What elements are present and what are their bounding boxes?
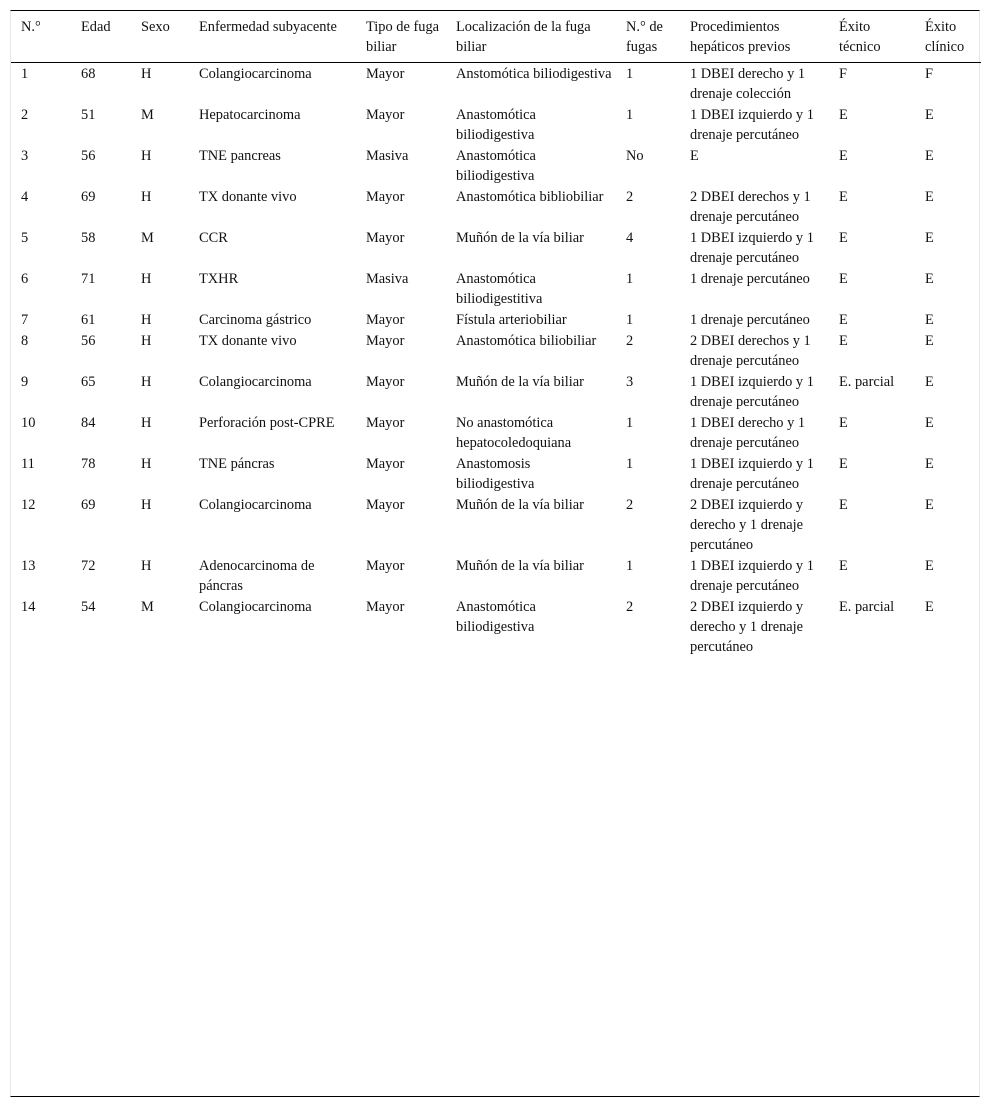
cell-numero: 14 bbox=[21, 599, 36, 615]
cell-enfermedad: Colangiocarcinoma bbox=[199, 374, 312, 390]
cell-enfermedad: CCR bbox=[199, 230, 228, 246]
cell-procedimientos: 1 DBEI izquierdo y 1 drenaje percutáneo bbox=[690, 456, 814, 492]
header-row bbox=[11, 11, 981, 63]
cell-exito-tecnico: E. parcial bbox=[839, 599, 895, 615]
cell-enfermedad: Adenocarcinoma de páncras bbox=[199, 558, 315, 594]
cell-enfermedad: Hepatocarcinoma bbox=[199, 107, 301, 123]
cell-sexo: H bbox=[141, 415, 152, 431]
table-row bbox=[11, 555, 981, 596]
cell-sexo: H bbox=[141, 333, 152, 349]
cell-exito-clinico: E bbox=[925, 271, 934, 287]
cell-localizacion: No anastomótica hepatocoledoquiana bbox=[456, 415, 572, 451]
cell-num-fugas: 2 bbox=[626, 333, 634, 349]
cell-exito-tecnico: E bbox=[839, 230, 848, 246]
cell-tipo-fuga: Mayor bbox=[366, 312, 405, 328]
cell-procedimientos: 2 DBEI derechos y 1 drenaje percutáneo bbox=[690, 333, 811, 369]
table-row bbox=[11, 309, 981, 330]
cell-procedimientos: 1 DBEI izquierdo y 1 drenaje percutáneo bbox=[690, 374, 814, 410]
cell-sexo: H bbox=[141, 271, 152, 287]
cell-localizacion: Muñón de la vía biliar bbox=[456, 558, 584, 574]
cell-exito-clinico: E bbox=[925, 558, 934, 574]
cell-exito-tecnico: E bbox=[839, 271, 848, 287]
table-row bbox=[11, 412, 981, 453]
cell-num-fugas: 2 bbox=[626, 497, 634, 513]
table-row bbox=[11, 63, 981, 105]
cell-sexo: H bbox=[141, 456, 152, 472]
cell-exito-tecnico: E bbox=[839, 189, 848, 205]
cell-tipo-fuga: Mayor bbox=[366, 189, 405, 205]
cell-enfermedad: Colangiocarcinoma bbox=[199, 497, 312, 513]
table-row bbox=[11, 596, 981, 657]
table-header bbox=[11, 11, 981, 63]
cell-numero: 2 bbox=[21, 107, 29, 123]
cell-procedimientos: 1 DBEI izquierdo y 1 drenaje percutáneo bbox=[690, 230, 814, 266]
table-row bbox=[11, 104, 981, 145]
cell-procedimientos: 2 DBEI derechos y 1 drenaje percutáneo bbox=[690, 189, 811, 225]
cell-exito-clinico: E bbox=[925, 497, 934, 513]
cell-edad: 65 bbox=[81, 374, 96, 390]
cell-edad: 69 bbox=[81, 497, 96, 513]
cell-procedimientos: 1 DBEI derecho y 1 drenaje percutáneo bbox=[690, 415, 806, 451]
cell-exito-tecnico: F bbox=[839, 66, 848, 82]
cell-enfermedad: Perforación post-CPRE bbox=[199, 415, 335, 431]
cell-tipo-fuga: Mayor bbox=[366, 599, 405, 615]
cell-tipo-fuga: Mayor bbox=[366, 333, 405, 349]
cell-localizacion: Muñón de la vía biliar bbox=[456, 497, 584, 513]
cell-num-fugas: 1 bbox=[626, 271, 634, 287]
cell-tipo-fuga: Mayor bbox=[366, 107, 405, 123]
cell-localizacion: Fístula arteriobiliar bbox=[456, 312, 567, 328]
cell-enfermedad: Carcinoma gástrico bbox=[199, 312, 312, 328]
cell-enfermedad: TXHR bbox=[199, 271, 239, 287]
cell-tipo-fuga: Mayor bbox=[366, 415, 405, 431]
cell-procedimientos: 1 DBEI derecho y 1 drenaje colección bbox=[690, 66, 806, 102]
cell-num-fugas: 2 bbox=[626, 599, 634, 615]
cell-num-fugas: 3 bbox=[626, 374, 634, 390]
cell-edad: 56 bbox=[81, 148, 96, 164]
cell-enfermedad: TNE pancreas bbox=[199, 148, 281, 164]
cell-num-fugas: 1 bbox=[626, 415, 634, 431]
header-edad: Edad bbox=[71, 11, 131, 63]
cell-procedimientos: 2 DBEI izquierdo y derecho y 1 drenaje percutáneo bbox=[690, 599, 804, 655]
cell-tipo-fuga: Mayor bbox=[366, 66, 405, 82]
cell-exito-tecnico: E bbox=[839, 558, 848, 574]
cell-exito-tecnico: E bbox=[839, 456, 848, 472]
cell-enfermedad: TX donante vivo bbox=[199, 189, 297, 205]
cell-exito-clinico: E bbox=[925, 230, 934, 246]
cell-localizacion: Anastomótica biliodigestiva bbox=[456, 148, 536, 184]
cell-localizacion: Anastomosis biliodigestiva bbox=[456, 456, 535, 492]
cell-numero: 6 bbox=[21, 271, 29, 287]
cell-exito-clinico: E bbox=[925, 148, 934, 164]
cell-exito-tecnico: E bbox=[839, 148, 848, 164]
cell-num-fugas: 1 bbox=[626, 312, 634, 328]
cell-edad: 51 bbox=[81, 107, 96, 123]
header-localizacion: Localización de la fuga biliar bbox=[446, 11, 616, 63]
table-row bbox=[11, 453, 981, 494]
cell-edad: 71 bbox=[81, 271, 96, 287]
cell-procedimientos: 1 DBEI izquierdo y 1 drenaje percutáneo bbox=[690, 558, 814, 594]
cell-tipo-fuga: Mayor bbox=[366, 558, 405, 574]
cell-localizacion: Anastomótica bibliobiliar bbox=[456, 189, 604, 205]
cell-edad: 56 bbox=[81, 333, 96, 349]
cell-localizacion: Muñón de la vía biliar bbox=[456, 230, 584, 246]
header-exito-clinico: Éxito clínico bbox=[915, 11, 981, 63]
cell-sexo: M bbox=[141, 599, 154, 615]
cell-numero: 13 bbox=[21, 558, 36, 574]
table-row bbox=[11, 145, 981, 186]
cell-numero: 9 bbox=[21, 374, 29, 390]
cell-exito-tecnico: E bbox=[839, 312, 848, 328]
header-enfermedad: Enfermedad subyacente bbox=[189, 11, 356, 63]
header-exito-tecnico: Éxito técnico bbox=[829, 11, 915, 63]
table-row bbox=[11, 371, 981, 412]
cell-numero: 11 bbox=[21, 456, 35, 472]
cell-numero: 3 bbox=[21, 148, 29, 164]
cell-sexo: H bbox=[141, 148, 152, 164]
cell-sexo: H bbox=[141, 189, 152, 205]
cell-exito-tecnico: E bbox=[839, 107, 848, 123]
table-row bbox=[11, 186, 981, 227]
cell-sexo: H bbox=[141, 374, 152, 390]
cell-tipo-fuga: Masiva bbox=[366, 271, 409, 287]
cell-edad: 69 bbox=[81, 189, 96, 205]
cell-exito-clinico: E bbox=[925, 374, 934, 390]
header-procedimientos: Procedimientos hepáticos previos bbox=[680, 11, 829, 63]
cell-procedimientos: 1 drenaje percutáneo bbox=[690, 271, 810, 287]
cell-exito-tecnico: E bbox=[839, 333, 848, 349]
cell-procedimientos: E bbox=[690, 148, 699, 164]
cell-num-fugas: 1 bbox=[626, 558, 634, 574]
cell-num-fugas: No bbox=[626, 148, 644, 164]
cell-numero: 1 bbox=[21, 66, 29, 82]
cell-enfermedad: TNE páncras bbox=[199, 456, 275, 472]
header-sexo: Sexo bbox=[131, 11, 189, 63]
cell-enfermedad: TX donante vivo bbox=[199, 333, 297, 349]
cell-num-fugas: 2 bbox=[626, 189, 634, 205]
cell-num-fugas: 1 bbox=[626, 456, 634, 472]
cell-procedimientos: 1 DBEI izquierdo y 1 drenaje percutáneo bbox=[690, 107, 814, 143]
cell-num-fugas: 1 bbox=[626, 107, 634, 123]
cell-numero: 8 bbox=[21, 333, 29, 349]
cell-sexo: H bbox=[141, 312, 152, 328]
cell-edad: 78 bbox=[81, 456, 96, 472]
cell-procedimientos: 1 drenaje percutáneo bbox=[690, 312, 810, 328]
cell-edad: 84 bbox=[81, 415, 96, 431]
cell-exito-clinico: E bbox=[925, 456, 934, 472]
cell-localizacion: Muñón de la vía biliar bbox=[456, 374, 584, 390]
cell-num-fugas: 1 bbox=[626, 66, 634, 82]
cell-enfermedad: Colangiocarcinoma bbox=[199, 599, 312, 615]
cell-localizacion: Anastomótica biliodigestiva bbox=[456, 599, 536, 635]
cell-numero: 5 bbox=[21, 230, 29, 246]
cell-edad: 58 bbox=[81, 230, 96, 246]
cell-tipo-fuga: Mayor bbox=[366, 497, 405, 513]
cell-num-fugas: 4 bbox=[626, 230, 634, 246]
cell-exito-clinico: E bbox=[925, 599, 934, 615]
cell-sexo: H bbox=[141, 66, 152, 82]
cell-exito-tecnico: E. parcial bbox=[839, 374, 895, 390]
cell-exito-tecnico: E bbox=[839, 415, 848, 431]
cell-exito-clinico: E bbox=[925, 333, 934, 349]
cell-edad: 61 bbox=[81, 312, 96, 328]
cell-numero: 4 bbox=[21, 189, 29, 205]
table-frame bbox=[10, 10, 980, 1097]
cell-tipo-fuga: Mayor bbox=[366, 230, 405, 246]
cell-localizacion: Anastomótica biliodigestitiva bbox=[456, 271, 543, 307]
cell-exito-clinico: F bbox=[925, 66, 934, 82]
cell-exito-clinico: E bbox=[925, 107, 934, 123]
cell-edad: 72 bbox=[81, 558, 96, 574]
cell-localizacion: Anastomótica biliobiliar bbox=[456, 333, 597, 349]
cell-edad: 68 bbox=[81, 66, 96, 82]
cell-tipo-fuga: Mayor bbox=[366, 374, 405, 390]
cell-sexo: H bbox=[141, 558, 152, 574]
cell-procedimientos: 2 DBEI izquierdo y derecho y 1 drenaje percutáneo bbox=[690, 497, 804, 553]
cell-exito-clinico: E bbox=[925, 415, 934, 431]
table-row bbox=[11, 330, 981, 371]
table-body bbox=[11, 63, 981, 658]
cell-numero: 10 bbox=[21, 415, 36, 431]
table-row bbox=[11, 227, 981, 268]
cell-tipo-fuga: Masiva bbox=[366, 148, 409, 164]
header-tipo-fuga: Tipo de fuga biliar bbox=[356, 11, 446, 63]
cell-sexo: M bbox=[141, 230, 154, 246]
header-numero: N.° bbox=[11, 11, 71, 63]
cell-exito-tecnico: E bbox=[839, 497, 848, 513]
cell-exito-clinico: E bbox=[925, 312, 934, 328]
header-num-fugas: N.° de fugas bbox=[616, 11, 680, 63]
cell-numero: 7 bbox=[21, 312, 29, 328]
cell-sexo: H bbox=[141, 497, 152, 513]
cell-sexo: M bbox=[141, 107, 154, 123]
cell-localizacion: Anastomótica biliodigestiva bbox=[456, 107, 536, 143]
table-row bbox=[11, 494, 981, 555]
table-row bbox=[11, 268, 981, 309]
results-table bbox=[11, 11, 981, 657]
cell-localizacion: Anstomótica biliodigestiva bbox=[456, 66, 612, 82]
cell-tipo-fuga: Mayor bbox=[366, 456, 405, 472]
cell-enfermedad: Colangiocarcinoma bbox=[199, 66, 312, 82]
cell-edad: 54 bbox=[81, 599, 96, 615]
cell-numero: 12 bbox=[21, 497, 36, 513]
cell-exito-clinico: E bbox=[925, 189, 934, 205]
